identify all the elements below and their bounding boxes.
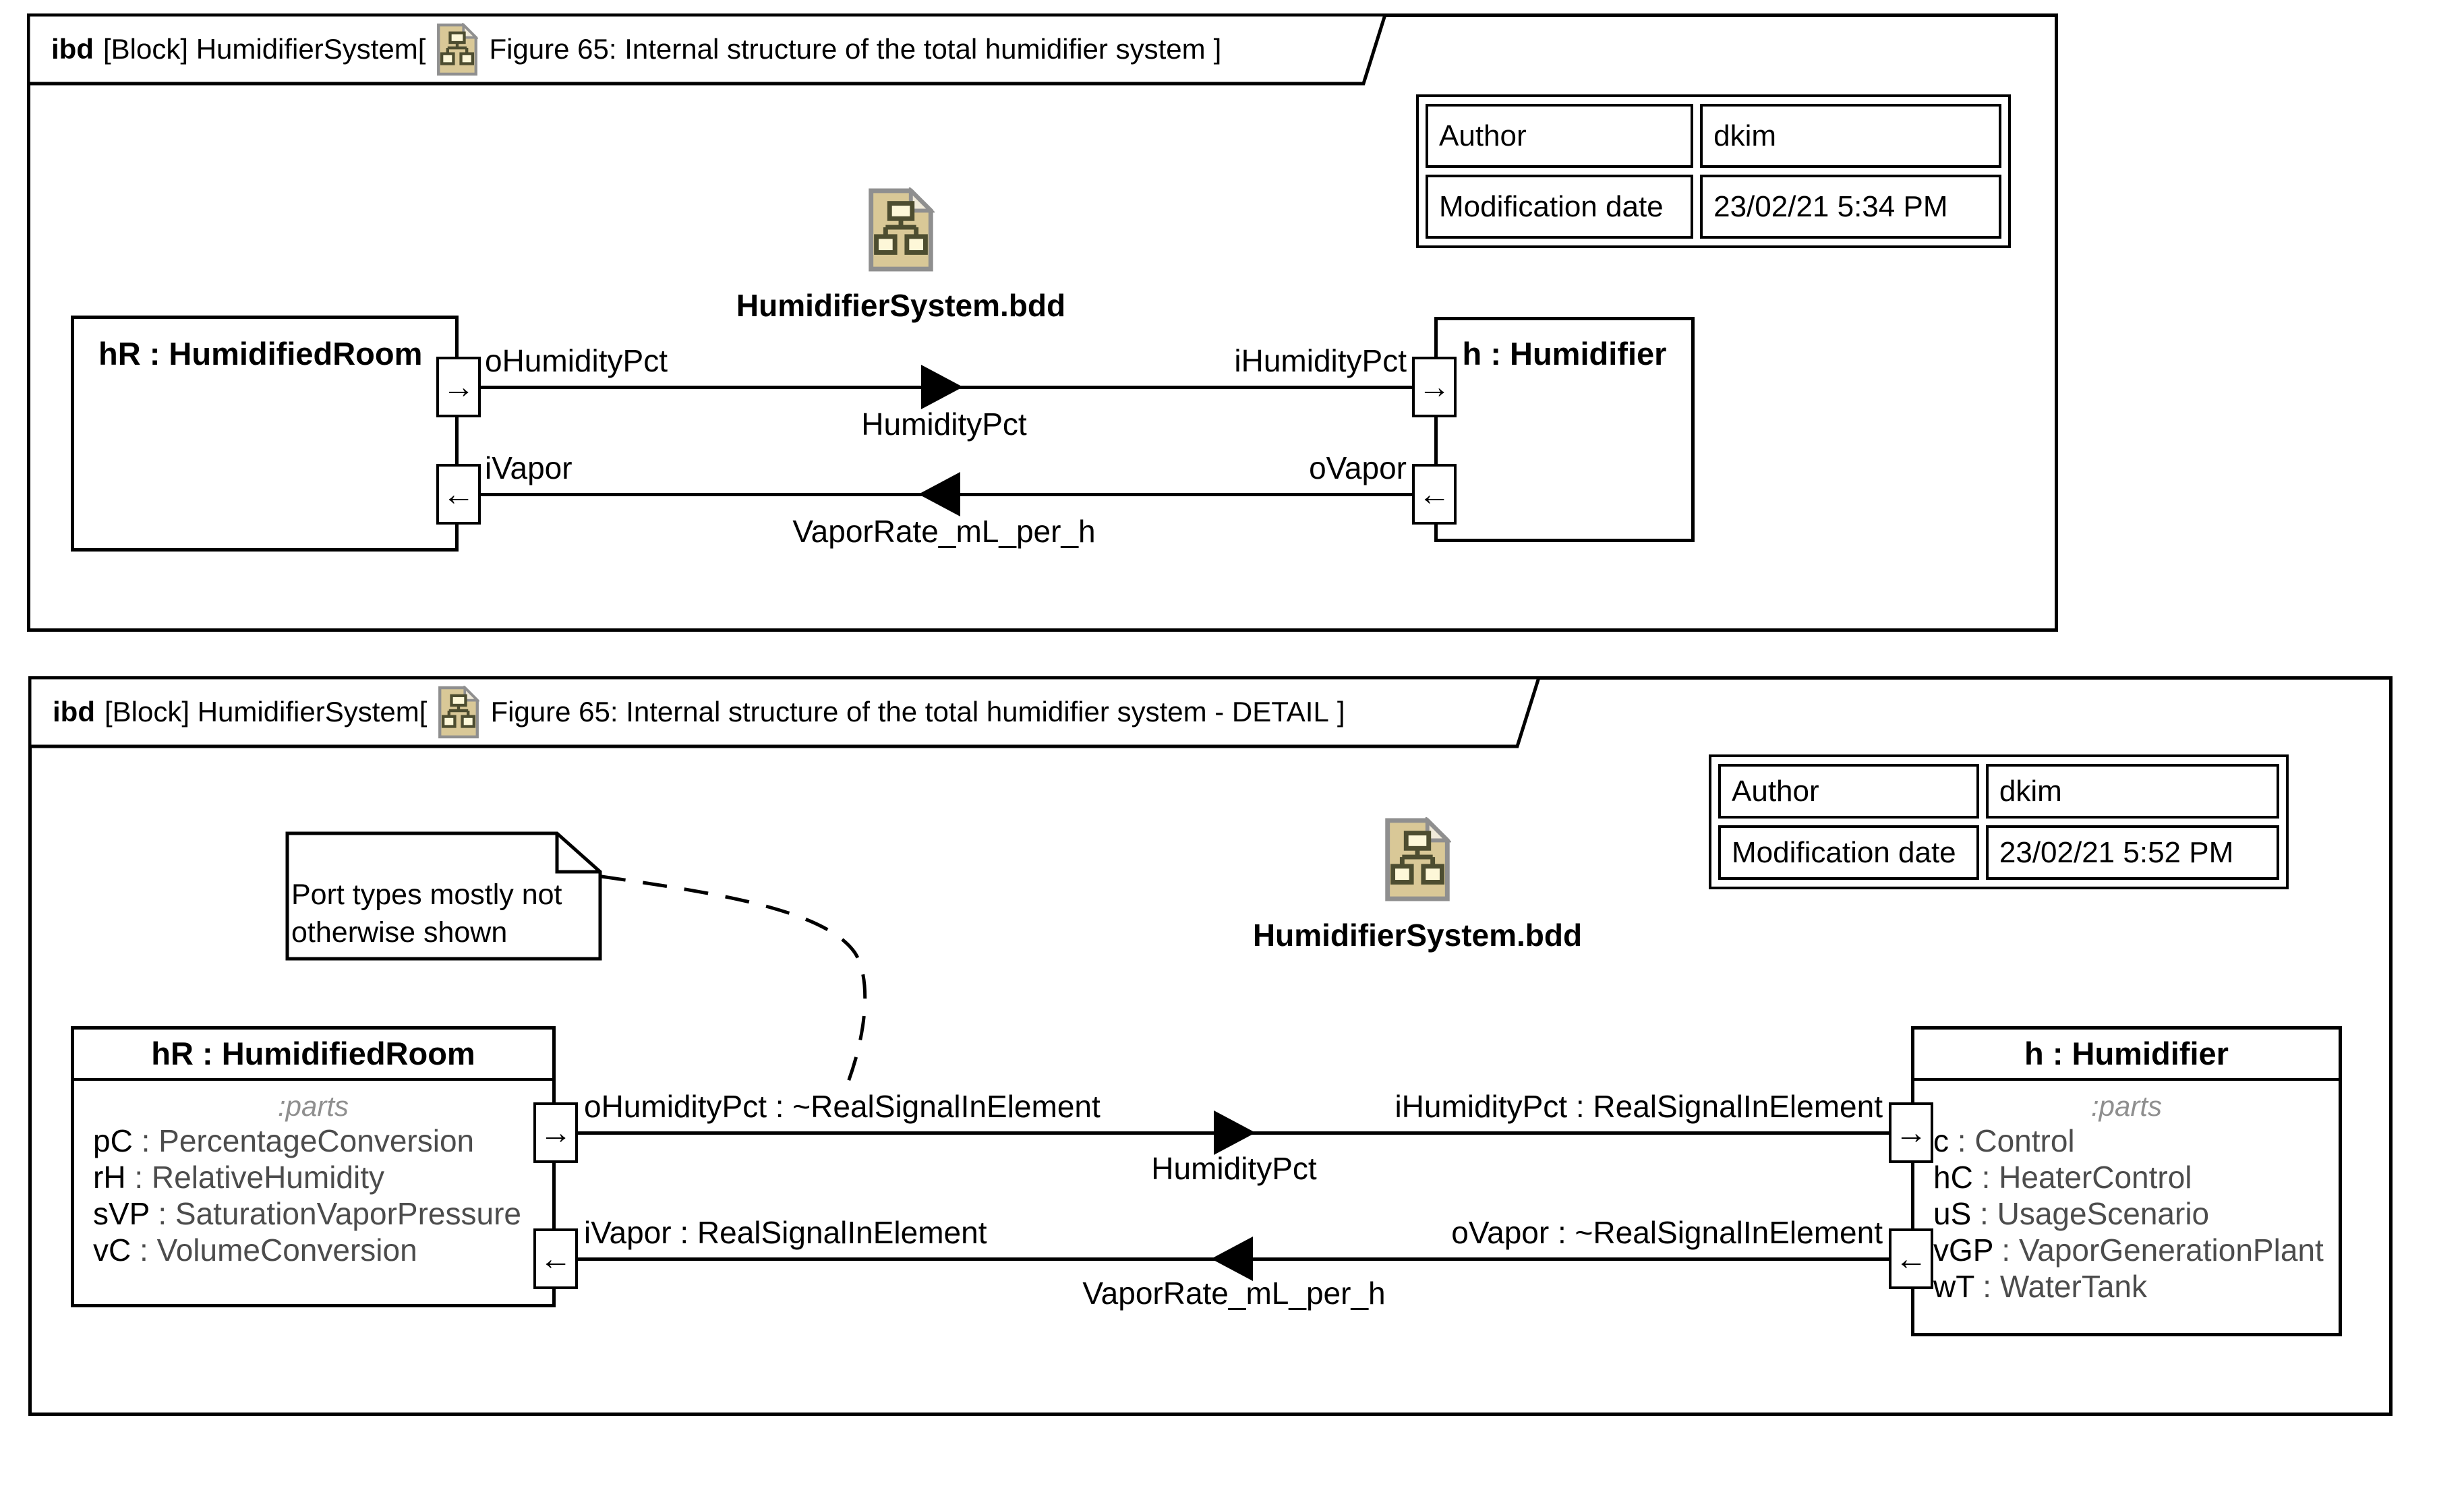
block-title: hR : HumidifiedRoom (98, 336, 423, 372)
port-ohumiditypct-overview[interactable] (436, 357, 481, 417)
bdd-diagram-icon-overview[interactable] (867, 187, 935, 272)
tab-kind: ibd (51, 33, 94, 65)
block-h-humidifier-detail[interactable] (1911, 1026, 2342, 1336)
part-c (1914, 1123, 2339, 1159)
block-title: h : Humidifier (1462, 336, 1667, 372)
part-name: hC (1933, 1160, 1973, 1195)
arrow-left-icon: ← (539, 1241, 572, 1277)
part-type: HeaterControl (1999, 1160, 2192, 1195)
bdd-document-icon (438, 686, 479, 739)
port-label-ohumiditypct: oHumidityPct (485, 343, 668, 378)
part-hc (1914, 1159, 2339, 1195)
part-type: VolumeConversion (156, 1232, 417, 1268)
part-svp (74, 1195, 552, 1232)
flow-label-vaporrate: VaporRate_mL_per_h (792, 514, 1096, 549)
arrow-left-icon: ← (442, 476, 475, 512)
part-type: Control (1974, 1123, 2075, 1158)
info-value-author: dkim (1986, 764, 2279, 819)
arrow-right-icon: → (1895, 1114, 1927, 1151)
part-name: wT (1933, 1269, 1974, 1304)
part-wt (1914, 1268, 2339, 1305)
info-label-moddate: Modification date (1426, 175, 1693, 239)
block-hr-humidifiedroom-detail[interactable] (71, 1026, 556, 1307)
info-value-author: dkim (1700, 104, 2001, 168)
port-ovapor-detail[interactable] (1889, 1228, 1933, 1289)
diagram-info-table-overview[interactable] (1416, 94, 2011, 248)
part-name: pC (93, 1123, 133, 1158)
port-ivapor-overview[interactable] (436, 464, 481, 525)
info-value-moddate: 23/02/21 5:34 PM (1700, 175, 2001, 239)
note-text-line2: otherwise shown (291, 916, 508, 949)
flow-label-humiditypct: HumidityPct (861, 407, 1027, 442)
port-ihumiditypct-detail[interactable] (1889, 1102, 1933, 1163)
bdd-reference-label-overview: HumidifierSystem.bdd (736, 288, 1066, 323)
part-separator: : (1949, 1123, 1975, 1158)
part-name: c (1933, 1123, 1949, 1158)
part-name: sVP (93, 1196, 150, 1231)
port-label-ivapor: iVapor (485, 450, 573, 485)
part-rh (74, 1159, 552, 1195)
part-vc (74, 1232, 552, 1268)
info-label-author: Author (1426, 104, 1693, 168)
part-vgp (1914, 1232, 2339, 1268)
port-ihumiditypct-overview[interactable] (1412, 357, 1457, 417)
port-ovapor-overview[interactable] (1412, 464, 1457, 525)
flow-arrow-right-icon (921, 365, 963, 409)
block-hr-humidifiedroom-overview[interactable] (71, 316, 459, 552)
part-separator: : (131, 1232, 157, 1268)
arrow-right-icon: → (442, 369, 475, 405)
tab-kind: ibd (53, 696, 95, 727)
part-type: SaturationVaporPressure (175, 1196, 521, 1231)
tab-context: [Block] HumidifierSystem[ (102, 33, 426, 65)
flow-arrow-right-icon (1214, 1110, 1256, 1155)
info-value-moddate: 23/02/21 5:52 PM (1986, 825, 2279, 880)
tab-figure-label: Figure 65: Internal structure of the total humidifier system (489, 33, 1206, 65)
part-type: VaporGenerationPlant (2018, 1232, 2324, 1268)
parts-compartment-header: :parts (2090, 1090, 2163, 1122)
part-pc (74, 1123, 552, 1159)
port-ohumiditypct-detail[interactable] (533, 1102, 578, 1163)
info-label-moddate: Modification date (1718, 825, 1979, 880)
arrow-left-icon: ← (1895, 1241, 1927, 1277)
tab-close-bracket: ] (1337, 696, 1345, 727)
part-type: UsageScenario (1997, 1196, 2210, 1231)
part-separator: : (1974, 1269, 2000, 1304)
block-title: h : Humidifier (1914, 1030, 2339, 1081)
port-label-ovapor: oVapor (1309, 450, 1407, 485)
block-h-humidifier-overview[interactable] (1434, 317, 1695, 542)
port-label-ihumiditypct-typed: iHumidityPct : RealSignalInElement (1395, 1089, 1883, 1124)
tab-figure-label: Figure 65: Internal structure of the total humidifier system - DETAIL (490, 696, 1329, 727)
flow-label-humiditypct: HumidityPct (1151, 1151, 1317, 1186)
port-ivapor-detail[interactable] (533, 1228, 578, 1289)
diagram-tab-overview[interactable] (51, 15, 1221, 84)
part-separator: : (125, 1160, 152, 1195)
block-title: hR : HumidifiedRoom (74, 1030, 552, 1081)
part-type: PercentageConversion (158, 1123, 475, 1158)
tab-context: [Block] HumidifierSystem[ (104, 696, 428, 727)
bdd-document-icon (436, 23, 478, 76)
flow-arrow-left-icon (918, 472, 960, 516)
part-separator: : (132, 1123, 159, 1158)
part-name: vC (93, 1232, 131, 1268)
port-label-ihumiditypct: iHumidityPct (1234, 343, 1407, 378)
parts-compartment-header: :parts (277, 1090, 349, 1122)
diagram-info-table-detail[interactable] (1709, 754, 2289, 889)
part-separator: : (149, 1196, 175, 1231)
diagram-tab-detail[interactable] (53, 678, 1345, 746)
part-separator: : (1972, 1160, 1999, 1195)
arrow-right-icon: → (539, 1114, 572, 1151)
part-type: WaterTank (1999, 1269, 2147, 1304)
part-type: RelativeHumidity (151, 1160, 385, 1195)
part-separator: : (1971, 1196, 1997, 1231)
part-separator: : (1993, 1232, 2019, 1268)
note-text-line1: Port types mostly not (291, 879, 562, 911)
arrow-left-icon: ← (1418, 476, 1450, 512)
bdd-reference-label-detail: HumidifierSystem.bdd (1252, 918, 1583, 953)
info-label-author: Author (1718, 764, 1979, 819)
part-us (1914, 1195, 2339, 1232)
tab-close-bracket: ] (1213, 33, 1222, 65)
part-name: rH (93, 1160, 126, 1195)
port-label-ohumiditypct-typed: oHumidityPct : ~RealSignalInElement (584, 1089, 1101, 1124)
port-label-ivapor-typed: iVapor : RealSignalInElement (584, 1215, 987, 1250)
part-name: uS (1933, 1196, 1972, 1231)
note-anchor-dashed-line (587, 860, 890, 1102)
part-name: vGP (1933, 1232, 1993, 1268)
port-label-ovapor-typed: oVapor : ~RealSignalInElement (1451, 1215, 1883, 1250)
arrow-right-icon: → (1418, 369, 1450, 405)
flow-label-vaporrate: VaporRate_mL_per_h (1082, 1276, 1386, 1311)
bdd-diagram-icon-detail[interactable] (1384, 817, 1451, 902)
